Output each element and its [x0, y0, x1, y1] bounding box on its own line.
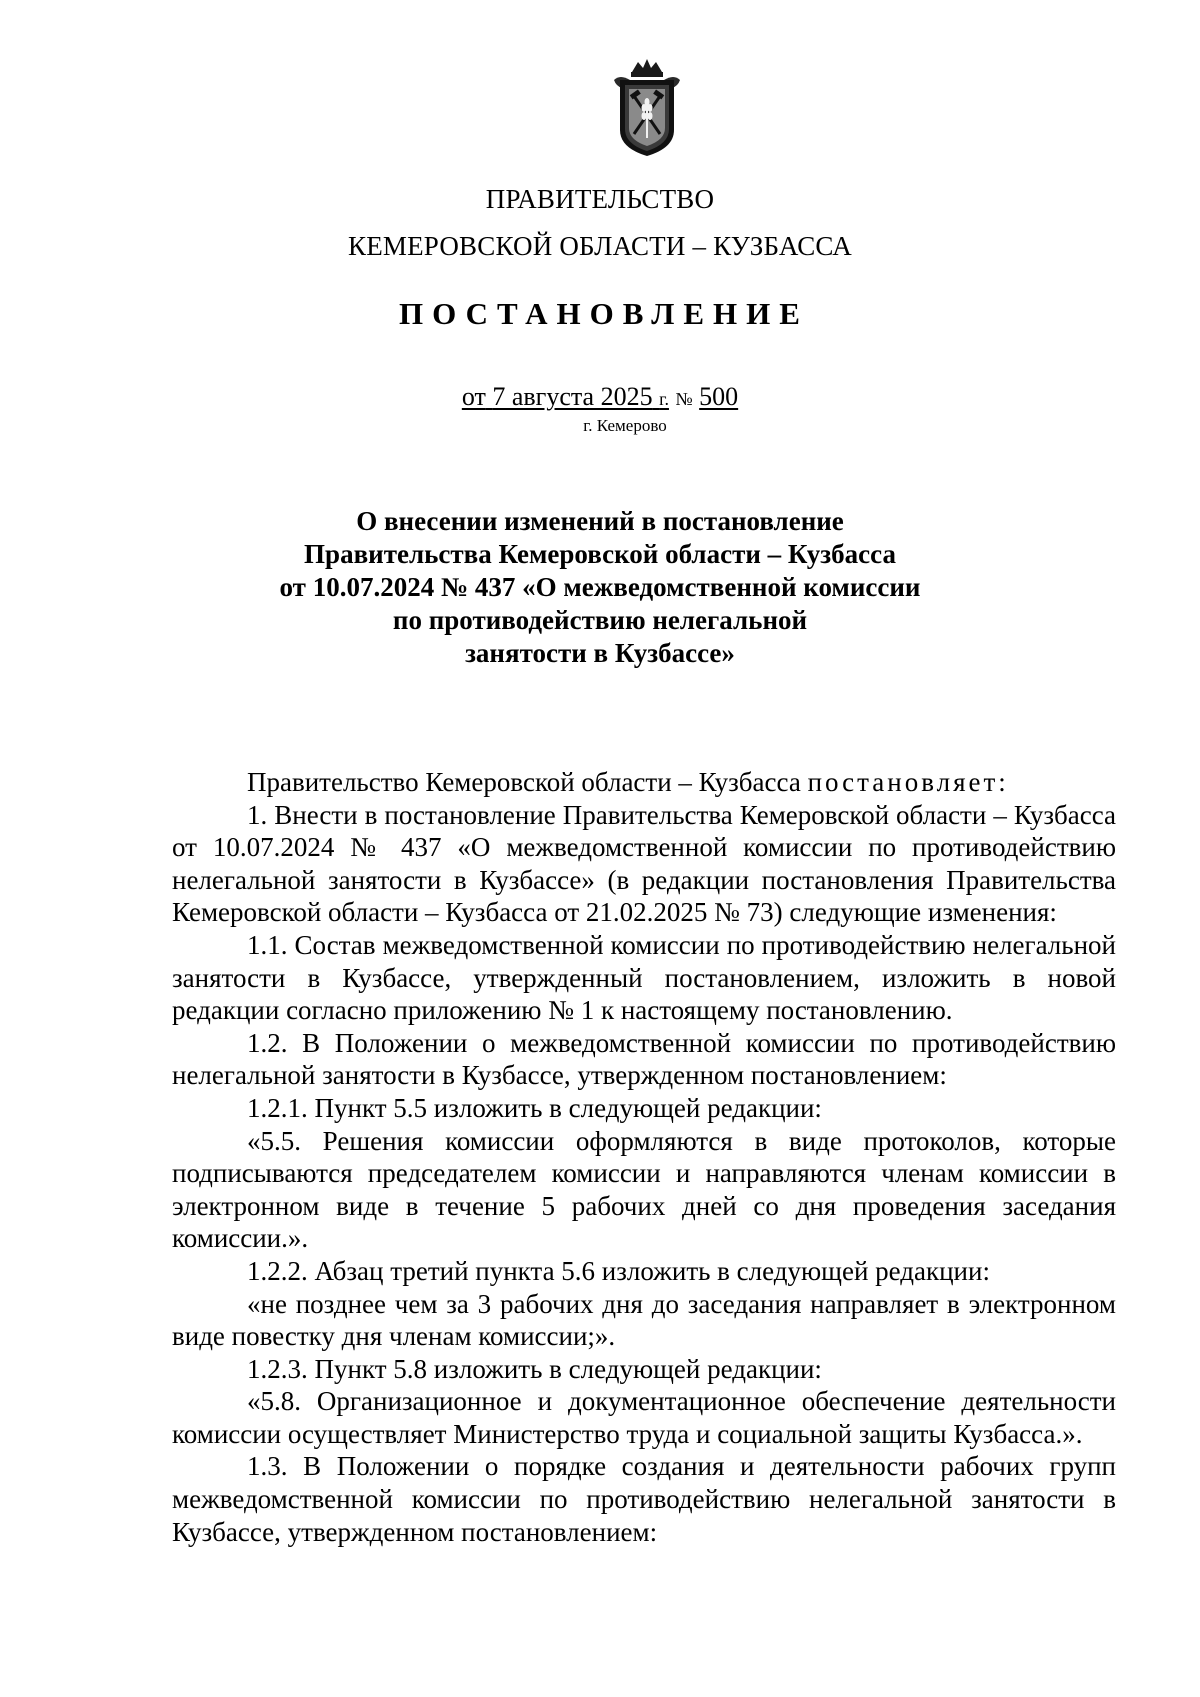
body-paragraph: 1. Внести в постановление Правительства Кемеровской области – Кузбасса от 10.07.2024 № 437 «О межведомственной комиссии по противодействию нелегальной занятости в Кузбассе» (в редакции постановления Правительства Кемеровской области – Кузбасса от 21.02.2025 № 73) следующие изменения: — [172, 799, 1116, 928]
body-paragraph: 1.2. В Положении о межведомственной комиссии по противодействию нелегальной занятости в Кузбассе, утвержденном постановлением: — [172, 1027, 1116, 1091]
city-name: г. Кемерово — [583, 416, 667, 435]
document-body — [172, 766, 1116, 1548]
intro-verb: постановляет: — [807, 767, 1009, 797]
government-name-line2: КЕМЕРОВСКОЙ ОБЛАСТИ – КУЗБАССА — [348, 231, 852, 261]
document-type-heading: ПОСТАНОВЛЕНИЕ — [399, 296, 809, 331]
number-sign: № — [675, 389, 693, 409]
body-paragraph: 1.1. Состав межведомственной комиссии по противодействию нелегальной занятости в Кузбассе, утвержденный постановлением, изложить в новой редакции согласно приложению № 1 к настоящему постановлению. — [172, 929, 1116, 1026]
body-paragraph: 1.2.1. Пункт 5.5 изложить в следующей редакции: — [247, 1092, 822, 1123]
title-line: по противодействию нелегальной — [392, 605, 808, 635]
title-line: Правительства Кемеровской области – Кузбасса — [304, 539, 896, 569]
kemerovo-coat-of-arms-icon — [610, 58, 684, 158]
title-line: от 10.07.2024 № 437 «О межведомственной комиссии — [279, 572, 921, 602]
title-line: занятости в Кузбассе» — [465, 638, 735, 668]
title-line: О внесении изменений в постановление — [356, 506, 844, 536]
date-value: 7 августа 2025 — [492, 382, 653, 411]
body-paragraph: «5.8. Организационное и документационное обеспечение деятельности комиссии осуществляет Министерство труда и социальной защиты Кузбасса.». — [172, 1386, 1116, 1449]
date-line — [462, 382, 669, 411]
date-prefix: от — [461, 382, 486, 411]
government-name-line1: ПРАВИТЕЛЬСТВО — [485, 184, 715, 214]
date-number-row — [0, 382, 1200, 414]
body-paragraph: 1.2.2. Абзац третий пункта 5.6 изложить в следующей редакции: — [247, 1255, 990, 1286]
year-suffix: г. — [659, 389, 669, 409]
intro-paragraph — [172, 766, 1116, 799]
body-paragraph: 1.2.3. Пункт 5.8 изложить в следующей редакции: — [247, 1353, 822, 1384]
document-title — [0, 505, 1200, 670]
intro-text: Правительство Кемеровской области – Кузбасса — [247, 767, 801, 797]
body-paragraph: «5.5. Решения комиссии оформляются в виде протоколов, которые подписываются председателем комиссии и направляются членам комиссии в электронном виде в течение 5 рабочих дней со дня проведения заседания комиссии.». — [172, 1125, 1116, 1254]
body-paragraph: «не позднее чем за 3 рабочих дня до заседания направляет в электронном виде повестку дня членам комиссии;». — [172, 1288, 1116, 1352]
body-paragraph: 1.3. В Положении о порядке создания и деятельности рабочих групп межведомственной комиссии по противодействию нелегальной занятости в Кузбассе, утвержденном постановлением: — [172, 1451, 1116, 1547]
document-number: 500 — [699, 382, 739, 411]
